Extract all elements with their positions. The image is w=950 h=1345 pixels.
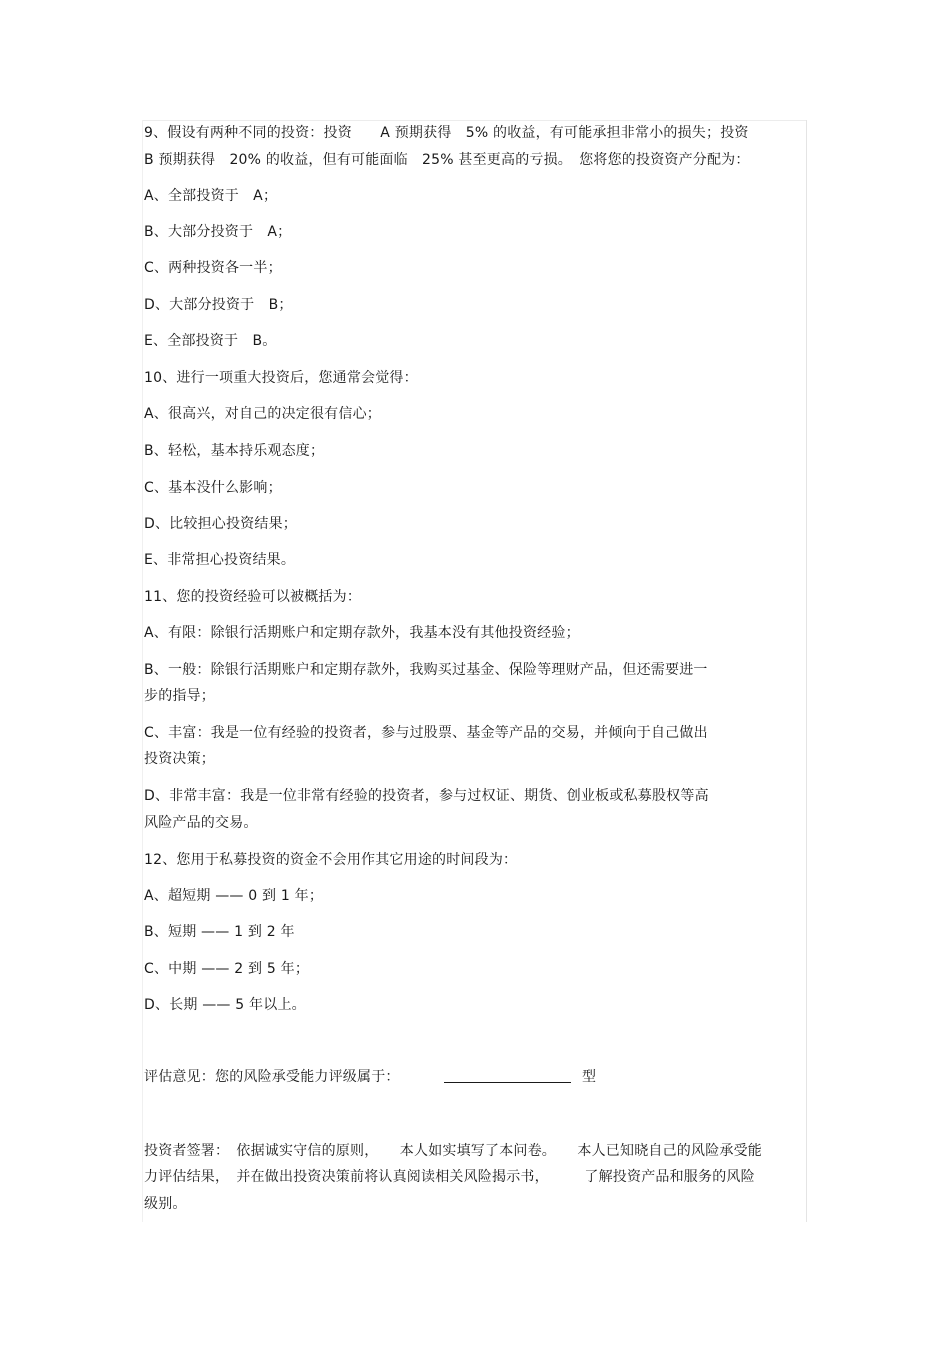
signature-statement-line-3: 级别。 <box>144 1196 187 1212</box>
rating-blank-line <box>444 1082 571 1083</box>
question-9-option-e: E、全部投资于 B。 <box>144 333 277 349</box>
question-12-option-a: A、超短期 —— 0 到 1 年； <box>144 888 324 904</box>
question-11-option-a: A、有限：除银行活期账户和定期存款外，我基本没有其他投资经验； <box>144 625 580 641</box>
assessment-label: 评估意见：您的风险承受能力评级属于： <box>144 1069 400 1085</box>
question-9-option-a: A、全部投资于 A； <box>144 188 278 204</box>
page-frame-left <box>142 120 143 1222</box>
question-10-text: 10、进行一项重大投资后，您通常会觉得： <box>144 370 418 386</box>
question-10-option-d: D、比较担心投资结果； <box>144 516 297 532</box>
question-12-option-d: D、长期 —— 5 年以上。 <box>144 997 306 1013</box>
signature-statement-line-1: 投资者签署： 依据诚实守信的原则， 本人如实填写了本问卷。 本人已知晓自己的风险承受能 <box>144 1143 762 1159</box>
question-10-option-b: B、轻松，基本持乐观态度； <box>144 443 325 459</box>
question-10-option-a: A、很高兴，对自己的决定很有信心； <box>144 406 381 422</box>
question-9-option-b: B、大部分投资于 A； <box>144 224 292 240</box>
question-12-text: 12、您用于私募投资的资金不会用作其它用途的时间段为： <box>144 852 518 868</box>
signature-statement-line-2: 力评估结果， 并在做出投资决策前将认真阅读相关风险揭示书， 了解投资产品和服务的风险 <box>144 1169 755 1185</box>
assessment-suffix: 型 <box>582 1069 597 1085</box>
question-11-option-b-line-1: B、一般：除银行活期账户和定期存款外，我购买过基金、保险等理财产品，但还需要进一 <box>144 662 708 678</box>
question-9-text-line-2: B 预期获得 20% 的收益，但有可能面临 25% 甚至更高的亏损。 您将您的投资资产分配为： <box>144 152 750 168</box>
question-12-option-c: C、中期 —— 2 到 5 年； <box>144 961 310 977</box>
question-11-option-c-line-1: C、丰富：我是一位有经验的投资者，参与过股票、基金等产品的交易，并倾向于自己做出 <box>144 725 708 741</box>
question-11-option-b-line-2: 步的指导； <box>144 688 215 704</box>
question-10-option-c: C、基本没什么影响； <box>144 480 282 496</box>
question-9-option-c: C、两种投资各一半； <box>144 260 282 276</box>
question-11-option-c-line-2: 投资决策； <box>144 751 215 767</box>
question-11-option-d-line-2: 风险产品的交易。 <box>144 815 258 831</box>
page-frame-top <box>142 120 806 121</box>
question-10-option-e: E、非常担心投资结果。 <box>144 552 296 568</box>
question-11-option-d-line-1: D、非常丰富：我是一位非常有经验的投资者，参与过权证、期货、创业板或私募股权等高 <box>144 788 709 804</box>
question-11-text: 11、您的投资经验可以被概括为： <box>144 589 362 605</box>
page-frame-right <box>806 120 807 1222</box>
question-9-text-line-1: 9、假设有两种不同的投资：投资 A 预期获得 5% 的收益，有可能承担非常小的损失；投资 <box>144 125 749 141</box>
question-9-option-d: D、大部分投资于 B； <box>144 297 293 313</box>
question-12-option-b: B、短期 —— 1 到 2 年 <box>144 924 295 940</box>
